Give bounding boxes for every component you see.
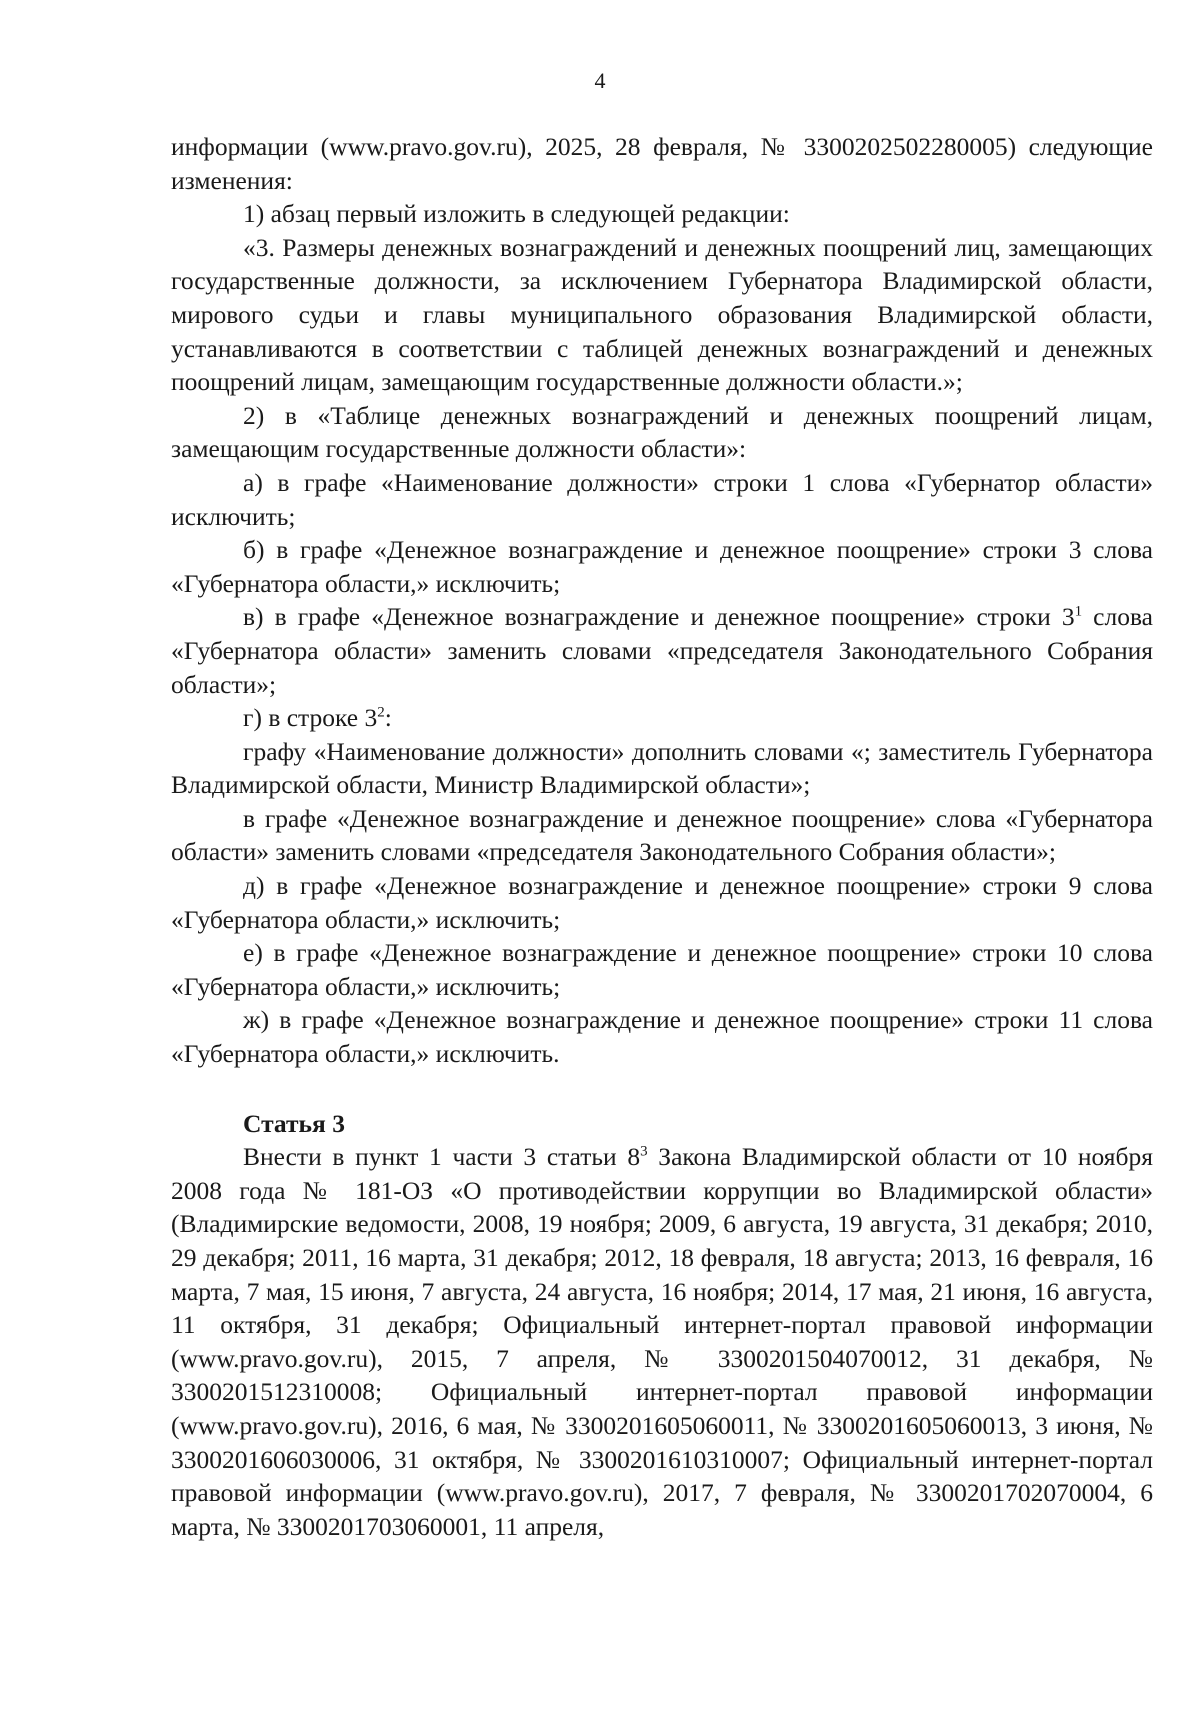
text-segment: в) в графе «Денежное вознаграждение и денежное поощрение» строки 3 [243, 602, 1075, 632]
page-number: 4 [594, 68, 606, 93]
paragraph-subitem-g-column-name: графу «Наименование должности» дополнить словами «; заместитель Губернатора Владимирской области, Министр Владимирской области»; [171, 736, 1153, 800]
paragraph-subitem-d: д) в графе «Денежное вознаграждение и денежное поощрение» строки 9 слова «Губернатора области,» исключить; [171, 871, 1153, 934]
paragraph-subitem-g [171, 701, 1153, 735]
text-segment: г) в строке 3 [243, 703, 378, 733]
paragraph-subitem-e: е) в графе «Денежное вознаграждение и денежное поощрение» строки 10 слова «Губернатора области,» исключить; [171, 938, 1153, 1001]
superscript: 3 [640, 1143, 648, 1160]
paragraph-subitem-b: б) в графе «Денежное вознаграждение и денежное поощрение» строки 3 слова «Губернатора области,» исключить; [171, 535, 1153, 598]
text-segment: Внести в пункт 1 части 3 статьи 8 [243, 1142, 641, 1172]
paragraph-subitem-zh: ж) в графе «Денежное вознаграждение и денежное поощрение» строки 11 слова «Губернатора области,» исключить. [171, 1005, 1153, 1069]
paragraph-subitem-g-column-reward: в графе «Денежное вознаграждение и денежное поощрение» слова «Губернатора области» заменить словами «председателя Законодательного Собрания области»; [171, 803, 1153, 867]
superscript: 1 [1074, 603, 1083, 620]
document-body [171, 130, 1153, 1543]
paragraph-quoted-point-3: «3. Размеры денежных вознаграждений и денежных поощрений лиц, замещающих государственные должности, за исключением Губернатора Владимирской области, мирового судьи и главы муниципального образования Владимирской области, устанавливаются в соответствии с таблицей денежных вознаграждений и денежных поощрений лицам, замещающим государственные должности области.»; [171, 232, 1153, 397]
text-segment: : [384, 703, 392, 733]
article-title: Статья 3 [243, 1108, 345, 1138]
paragraph-article-3-body [171, 1140, 1153, 1543]
text-segment: слова «Губернатора области» заменить словами «председателя Законодательного Собрания области»; [171, 602, 1153, 699]
superscript: 2 [377, 704, 385, 721]
paragraph-subitem-v [171, 600, 1153, 701]
paragraph-subitem-a: а) в графе «Наименование должности» строки 1 слова «Губернатор области» исключить; [171, 467, 1153, 531]
paragraph-continuation: информации (www.pravo.gov.ru), 2025, 28 февраля, № 3300202502280005) следующие изменения: [171, 132, 1153, 195]
paragraph-item-1: 1) абзац первый изложить в следующей редакции: [243, 199, 790, 229]
paragraph-item-2: 2) в «Таблице денежных вознаграждений и денежных поощрений лицам, замещающим государственные должности области»: [171, 400, 1153, 464]
text-segment: Закона Владимирской области от 10 ноября 2008 года № 181-ОЗ «О противодействии коррупции во Владимирской области» (Владимирские ведомости, 2008, 19 ноября; 2009, 6 августа, 19 августа, 31 декабря; 2010, 29 декабря; 2011, 16 марта, 31 декабря; 2012, 18 февраля, 18 августа; 2013, 16 февраля, 16 марта, 7 мая, 15 июня, 7 августа, 24 августа, 16 ноября; 2014, 17 мая, 21 июня, 16 августа, 11 октября, 31 декабря; Официальный интернет-портал правовой информации (www.pravo.gov.ru), 2015, 7 апреля, № 3300201504070012, 31 декабря, № 3300201512310008; Официальный интернет-портал правовой информации (www.pravo.gov.ru), 2016, 6 мая, № 3300201605060011, № 3300201605060013, 3 июня, № 3300201606030006, 31 октября, № 3300201610310007; Официальный интернет-портал правовой информации (www.pravo.gov.ru), 2017, 7 февраля, № 3300201702070004, 6 марта, № 3300201703060001, 11 апреля, [171, 1142, 1153, 1541]
